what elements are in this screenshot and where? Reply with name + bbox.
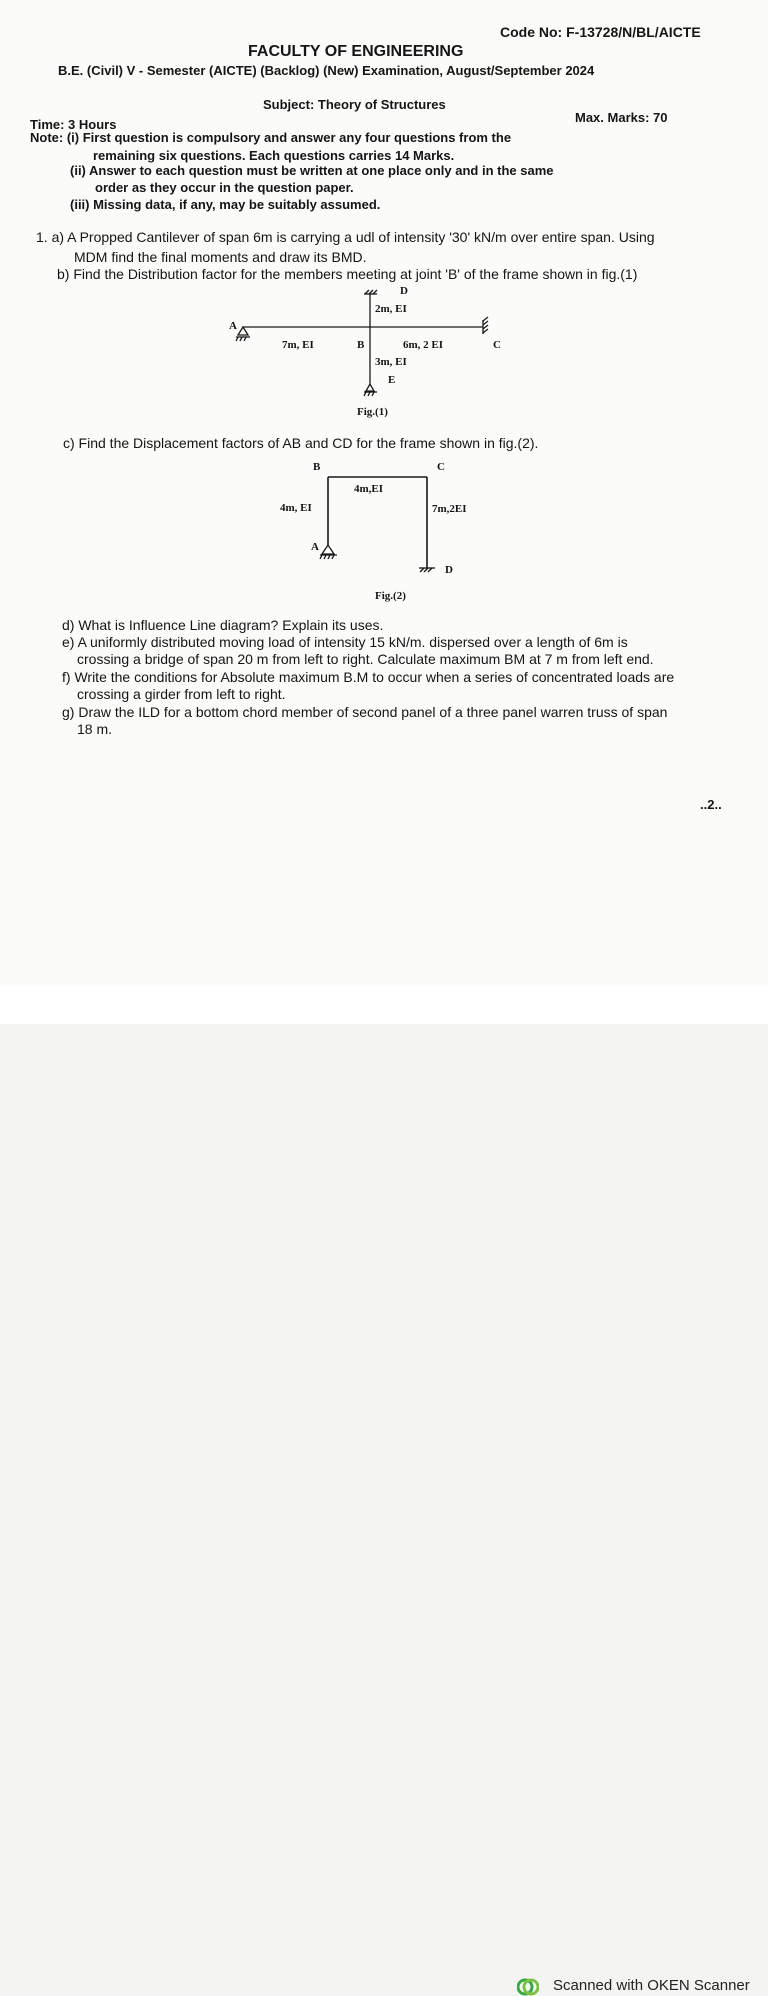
question-1c: c) Find the Displacement factors of AB and CD for the frame shown in fig.(2). (63, 435, 539, 451)
question-1e: e) A uniformly distributed moving load of intensity 15 kN/m. dispersed over a length of 6m is (62, 634, 628, 650)
fig1-node-b: B (357, 339, 365, 351)
exam-paper (0, 0, 768, 985)
fig2-node-a: A (311, 541, 319, 553)
scanner-footer (0, 985, 768, 1994)
question-1b: b) Find the Distribution factor for the members meeting at joint 'B' of the frame shown in fig.(1) (57, 266, 638, 282)
page-marker: ..2.. (700, 797, 722, 812)
note-2-cont: order as they occur in the question paper. (95, 180, 354, 195)
fig1-node-d: D (400, 285, 408, 297)
fig1-node-c: C (493, 339, 501, 351)
fig1-node-e: E (388, 374, 396, 386)
note-1: Note: (i) First question is compulsory and answer any four questions from the (30, 130, 512, 145)
scanner-label: Scanned with OKEN Scanner (553, 1977, 750, 1994)
time-line: Time: 3 Hours (30, 117, 117, 132)
question-1a-cont: MDM find the final moments and draw its BMD. (74, 249, 367, 265)
question-1f-cont: crossing a girder from left to right. (77, 686, 286, 702)
fig1-member-be: 3m, EI (375, 356, 407, 368)
paper-code: Code No: F-13728/N/BL/AICTE (500, 24, 701, 40)
fig1-node-a: A (229, 320, 237, 332)
subject-line: Subject: Theory of Structures (263, 97, 446, 112)
exam-title: B.E. (Civil) V - Semester (AICTE) (Backlog) (New) Examination, August/September 2024 (58, 63, 595, 78)
fig2-node-d: D (445, 564, 453, 576)
fig2-node-b: B (313, 461, 321, 473)
fig2-caption: Fig.(2) (375, 590, 406, 602)
fig2-member-bc: 4m,EI (354, 483, 384, 495)
question-1f: f) Write the conditions for Absolute maximum B.M to occur when a series of concentrated loads are (62, 669, 675, 685)
question-1d: d) What is Influence Line diagram? Explain its uses. (62, 617, 384, 633)
question-1e-cont: crossing a bridge of span 20 m from left to right. Calculate maximum BM at 7 m from left end. (77, 651, 654, 667)
fig1-member-bd: 2m, EI (375, 303, 407, 315)
note-3: (iii) Missing data, if any, may be suitably assumed. (70, 197, 381, 212)
question-1g-cont: 18 m. (77, 721, 113, 737)
question-1a: 1. a) A Propped Cantilever of span 6m is carrying a udl of intensity '30' kN/m over entire span. Using (36, 229, 655, 245)
faculty-title: FACULTY OF ENGINEERING (248, 43, 464, 60)
fig2-member-cd: 7m,2EI (432, 503, 467, 515)
figure-1-diagram (0, 0, 768, 985)
max-marks: Max. Marks: 70 (575, 110, 668, 125)
fig1-caption: Fig.(1) (357, 406, 388, 418)
note-1-cont: remaining six questions. Each questions carries 14 Marks. (93, 148, 455, 163)
fig1-member-bc: 6m, 2 EI (403, 339, 444, 351)
note-2: (ii) Answer to each question must be written at one place only and in the same (70, 163, 554, 178)
oken-scanner-logo-icon (517, 1978, 539, 1996)
fig2-node-c: C (437, 461, 445, 473)
fig2-member-ab: 4m, EI (280, 502, 312, 514)
question-1g: g) Draw the ILD for a bottom chord member of second panel of a three panel warren truss of span (62, 704, 668, 720)
fig1-member-ab: 7m, EI (282, 339, 314, 351)
